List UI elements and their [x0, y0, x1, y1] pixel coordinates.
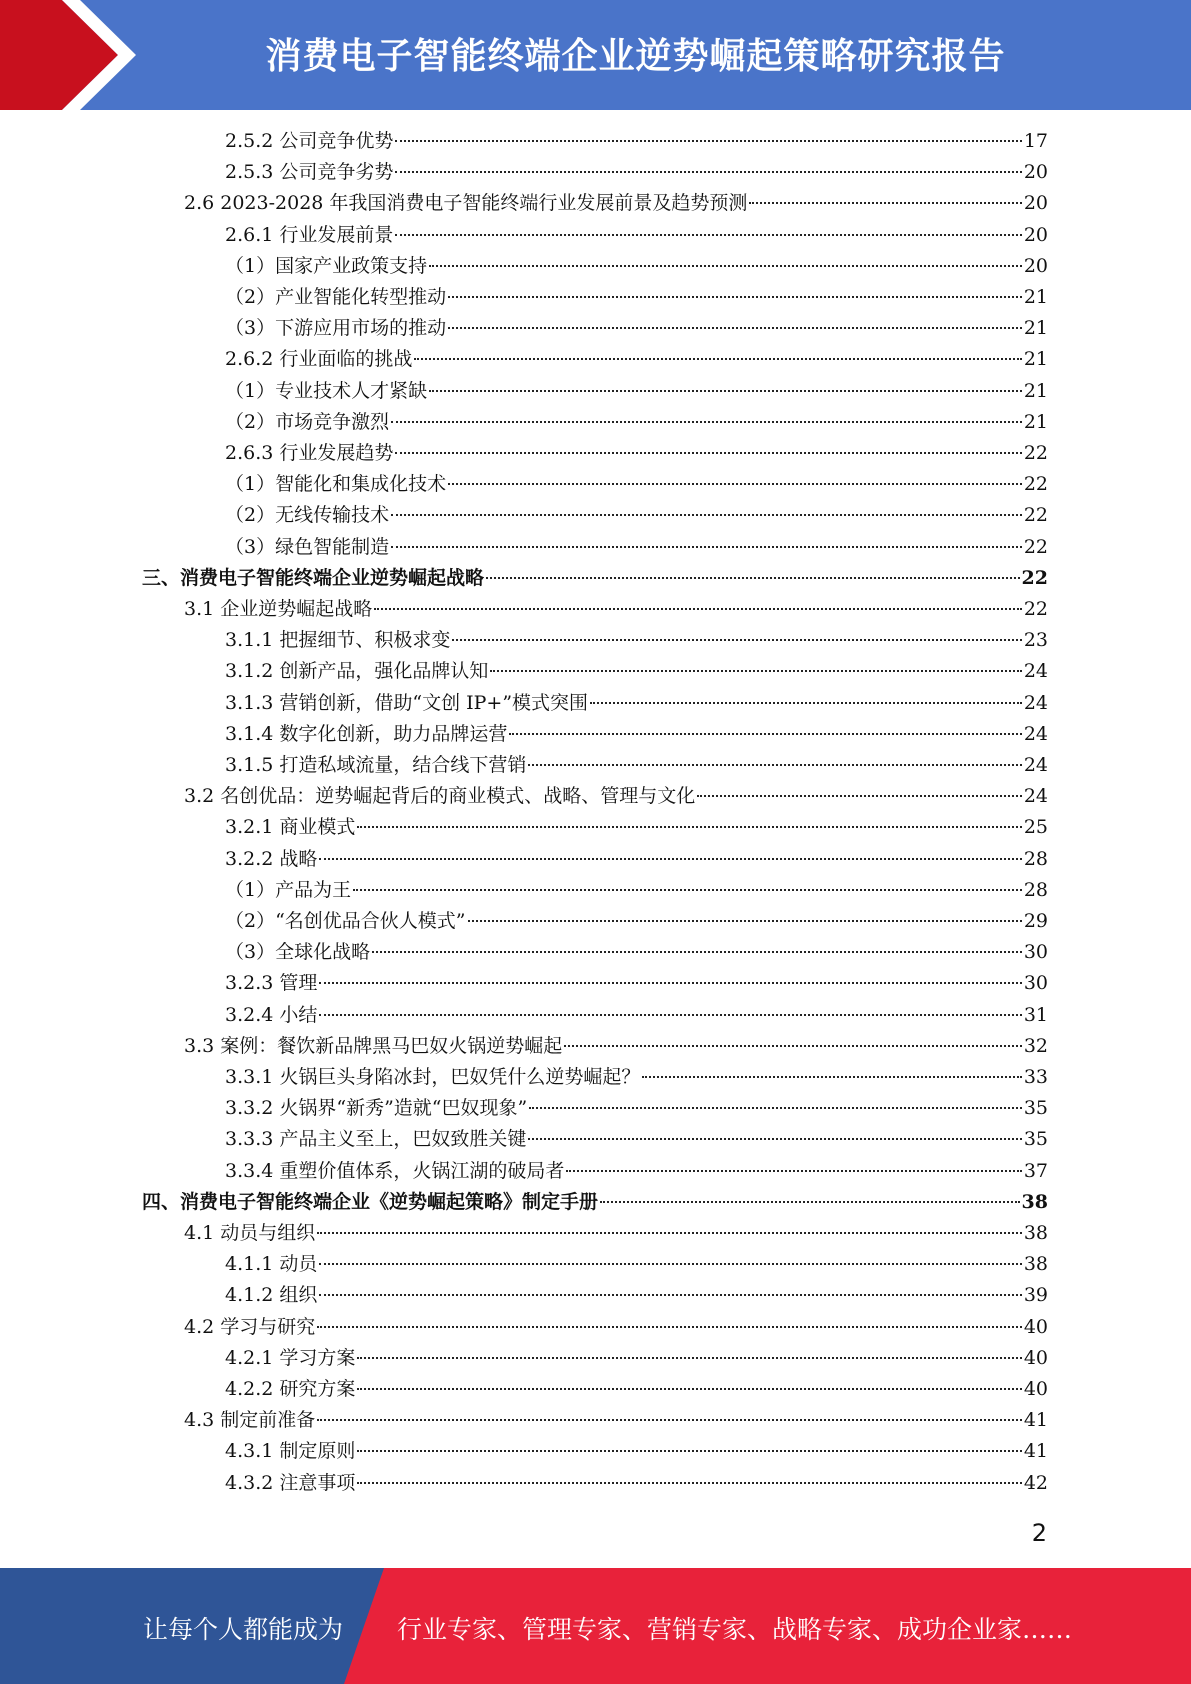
- toc-entry-page: 30: [1023, 972, 1048, 995]
- toc-dot-leader: [357, 1388, 1021, 1390]
- toc-entry[interactable]: [225, 1374, 1048, 1405]
- toc-entry-page: 22: [1023, 535, 1048, 558]
- toc-dot-leader: [697, 795, 1022, 797]
- toc-entry[interactable]: [225, 1343, 1048, 1374]
- toc-entry-page: 24: [1023, 691, 1048, 714]
- toc-entry-page: 22: [1023, 598, 1048, 620]
- toc-entry-label: 4.3.1 制定原则: [225, 1440, 356, 1463]
- toc-entry-page: 21: [1023, 410, 1048, 433]
- toc-entry-label: 4.1.1 动员: [225, 1253, 318, 1276]
- toc-entry[interactable]: [225, 376, 1048, 407]
- toc-entry[interactable]: [225, 1124, 1048, 1155]
- toc-entry-page: 39: [1023, 1284, 1048, 1307]
- toc-entry-label: 3.3.2 火锅界“新秀”造就“巴奴现象”: [225, 1097, 528, 1120]
- toc-entry[interactable]: [225, 1062, 1048, 1093]
- toc-dot-leader: [448, 483, 1022, 485]
- toc-dot-leader: [395, 452, 1021, 454]
- toc-dot-leader: [317, 1232, 1022, 1234]
- toc-entry[interactable]: [225, 719, 1048, 750]
- toc-entry-label: （2）市场竞争激烈: [225, 410, 390, 433]
- toc-dot-leader: [317, 1419, 1022, 1421]
- toc-entry-label: 3.1.2 创新产品，强化品牌认知: [225, 660, 489, 683]
- toc-entry-page: 29: [1023, 910, 1048, 932]
- toc-entry-label: 4.1 动员与组织: [184, 1222, 316, 1244]
- toc-dot-leader: [448, 327, 1022, 329]
- toc-entry-label: 3.3.1 火锅巨头身陷冰封，巴奴凭什么逆势崛起？: [225, 1066, 641, 1088]
- toc-dot-leader: [357, 1450, 1021, 1452]
- toc-dot-leader: [429, 390, 1022, 392]
- toc-dot-leader: [642, 1076, 1021, 1078]
- page-number: 2: [1031, 1519, 1047, 1547]
- toc-entry[interactable]: [225, 1093, 1048, 1124]
- toc-dot-leader: [319, 1294, 1021, 1296]
- toc-entry[interactable]: [225, 407, 1048, 438]
- toc-dot-leader: [357, 1357, 1021, 1359]
- footer-slogan-left: 让每个人都能成为: [143, 1615, 344, 1644]
- toc-entry-page: 38: [1023, 1253, 1048, 1276]
- toc-entry-label: 3.1 企业逆势崛起战略: [184, 598, 373, 620]
- toc-entry-label: 3.3.3 产品主义至上，巴奴致胜关键: [225, 1128, 527, 1151]
- toc-entry[interactable]: [184, 1218, 1048, 1249]
- toc-entry-label: 2.6.2 行业面临的挑战: [225, 348, 413, 371]
- toc-entry-label: 3.2.1 商业模式: [225, 816, 356, 839]
- toc-entry-label: 4.2.1 学习方案: [225, 1346, 356, 1369]
- toc-entry-page: 37: [1023, 1159, 1048, 1182]
- toc-entry-page: 24: [1023, 785, 1048, 808]
- toc-dot-leader: [429, 265, 1022, 267]
- toc-entry-label: 2.6.3 行业发展趋势: [225, 442, 394, 464]
- toc-dot-leader: [319, 1014, 1021, 1016]
- toc-entry-page: 40: [1023, 1346, 1048, 1369]
- toc-dot-leader: [564, 1045, 1022, 1047]
- toc-dot-leader: [749, 202, 1021, 204]
- toc-dot-leader: [468, 920, 1022, 922]
- toc-entry-page: 41: [1023, 1440, 1048, 1463]
- toc-entry[interactable]: [184, 188, 1048, 219]
- toc-entry-label: 四、消费电子智能终端企业《逆势崛起策略》制定手册: [142, 1190, 599, 1213]
- toc-entry[interactable]: [225, 251, 1048, 282]
- toc-entry[interactable]: [225, 220, 1048, 251]
- toc-entry[interactable]: [225, 1249, 1048, 1280]
- toc-dot-leader: [319, 982, 1021, 984]
- toc-entry-label: 2.5.2 公司竞争优势: [225, 130, 394, 152]
- toc-entry-page: 20: [1023, 223, 1048, 246]
- footer-slogan-right: 行业专家、管理专家、营销专家、战略专家、成功企业家……: [397, 1615, 1073, 1644]
- toc-entry[interactable]: [225, 812, 1048, 843]
- toc-entry-label: 3.1.3 营销创新，借助“文创 IP+”模式突围: [225, 691, 589, 714]
- toc-dot-leader: [372, 951, 1022, 953]
- toc-dot-leader: [490, 670, 1021, 672]
- toc-entry-label: （3）绿色智能制造: [225, 535, 390, 558]
- toc-entry-page: 20: [1023, 161, 1048, 184]
- toc-entry[interactable]: [184, 594, 1048, 625]
- toc-dot-leader: [529, 1107, 1022, 1109]
- toc-entry-label: （2）产业智能化转型推动: [225, 286, 447, 308]
- toc-entry-page: 21: [1023, 379, 1048, 402]
- toc-entry-page: 20: [1023, 192, 1048, 215]
- toc-entry-label: （1）国家产业政策支持: [225, 254, 428, 277]
- toc-entry-page: 42: [1023, 1471, 1048, 1494]
- toc-entry-label: 2.6.1 行业发展前景: [225, 223, 394, 246]
- toc-dot-leader: [395, 171, 1021, 173]
- toc-entry-label: 3.1.4 数字化创新，助力品牌运营: [225, 722, 508, 745]
- toc-entry-page: 33: [1023, 1066, 1048, 1088]
- toc-entry-page: 41: [1023, 1409, 1048, 1432]
- toc-entry-label: 2.5.3 公司竞争劣势: [225, 161, 394, 184]
- toc-entry-label: 3.2.4 小结: [225, 1003, 318, 1026]
- toc-entry[interactable]: [225, 1280, 1048, 1311]
- toc-entry-page: 28: [1023, 878, 1048, 901]
- toc-entry[interactable]: [225, 906, 1048, 937]
- toc-entry[interactable]: [225, 1468, 1048, 1499]
- toc-entry-label: （2）无线传输技术: [225, 504, 390, 527]
- toc-dot-leader: [319, 858, 1021, 860]
- toc-entry-label: 3.2.2 战略: [225, 847, 318, 870]
- toc-entry-page: 21: [1023, 317, 1048, 340]
- toc-entry[interactable]: [225, 937, 1048, 968]
- toc-entry-page: 21: [1023, 286, 1048, 308]
- toc-entry-label: 4.3 制定前准备: [184, 1409, 316, 1432]
- toc-entry[interactable]: [225, 750, 1048, 781]
- toc-entry-page: 38: [1021, 1190, 1048, 1213]
- toc-dot-leader: [414, 358, 1021, 360]
- toc-dot-leader: [600, 1201, 1020, 1203]
- toc-entry-page: 40: [1023, 1315, 1048, 1338]
- toc-dot-leader: [319, 1263, 1021, 1265]
- toc-entry[interactable]: [225, 532, 1048, 563]
- toc-dot-leader: [391, 546, 1022, 548]
- toc-entry-label: 3.1.5 打造私域流量，结合线下营销: [225, 754, 527, 776]
- toc-entry-label: 3.3 案例：餐饮新品牌黑马巴奴火锅逆势崛起: [184, 1034, 563, 1057]
- page-title: 消费电子智能终端企业逆势崛起策略研究报告: [265, 36, 1006, 77]
- toc-dot-leader: [317, 1326, 1022, 1328]
- toc-entry[interactable]: [225, 625, 1048, 656]
- toc-entry-label: 3.2.3 管理: [225, 972, 318, 995]
- toc-entry-page: 35: [1023, 1097, 1048, 1120]
- toc-entry-page: 21: [1023, 348, 1048, 371]
- toc-entry[interactable]: [184, 1312, 1048, 1343]
- toc-entry[interactable]: [225, 688, 1048, 719]
- toc-entry-label: 三、消费电子智能终端企业逆势崛起战略: [142, 566, 485, 589]
- toc-entry-page: 40: [1023, 1378, 1048, 1400]
- toc-entry[interactable]: [225, 875, 1048, 906]
- toc-entry[interactable]: [142, 1187, 1048, 1218]
- toc-entry-page: 38: [1023, 1222, 1048, 1244]
- toc-entry[interactable]: [184, 1031, 1048, 1062]
- toc-entry[interactable]: [225, 126, 1048, 157]
- toc-entry[interactable]: [184, 1405, 1048, 1436]
- toc-entry[interactable]: [225, 438, 1048, 469]
- toc-entry-page: 24: [1023, 754, 1048, 776]
- toc-dot-leader: [590, 702, 1022, 704]
- toc-entry-page: 17: [1023, 130, 1048, 152]
- toc-entry-page: 22: [1023, 473, 1048, 496]
- toc-dot-leader: [357, 1482, 1021, 1484]
- toc-entry-label: 3.1.1 把握细节、积极求变: [225, 629, 451, 652]
- toc-dot-leader: [486, 577, 1020, 579]
- toc-entry-label: （1）产品为王: [225, 878, 352, 901]
- toc-dot-leader: [395, 234, 1021, 236]
- toc-entry-label: 3.2 名创优品：逆势崛起背后的商业模式、战略、管理与文化: [184, 785, 696, 808]
- toc-entry[interactable]: [225, 469, 1048, 500]
- toc-entry-page: 20: [1023, 254, 1048, 277]
- toc-entry-page: 24: [1023, 722, 1048, 745]
- toc-entry[interactable]: [225, 344, 1048, 375]
- toc-dot-leader: [391, 514, 1022, 516]
- toc-entry-page: 22: [1021, 566, 1048, 589]
- toc-entry-page: 23: [1023, 629, 1048, 652]
- toc-entry[interactable]: [225, 313, 1048, 344]
- toc-dot-leader: [452, 639, 1021, 641]
- toc-entry-label: 4.1.2 组织: [225, 1284, 318, 1307]
- toc-entry[interactable]: [225, 968, 1048, 999]
- toc-entry-page: 28: [1023, 847, 1048, 870]
- toc-entry[interactable]: [225, 157, 1048, 188]
- toc-entry[interactable]: [225, 282, 1048, 313]
- toc-dot-leader: [353, 889, 1022, 891]
- toc-entry[interactable]: [225, 844, 1048, 875]
- toc-entry-page: 22: [1023, 442, 1048, 464]
- toc-entry[interactable]: [184, 781, 1048, 812]
- toc-dot-leader: [448, 296, 1022, 298]
- toc-entry-page: 30: [1023, 941, 1048, 964]
- toc-entry[interactable]: [225, 1000, 1048, 1031]
- toc-entry-label: 3.3.4 重塑价值体系，火锅江湖的破局者: [225, 1159, 565, 1182]
- toc-entry-page: 25: [1023, 816, 1048, 839]
- toc-entry-page: 24: [1023, 660, 1048, 683]
- toc-entry-page: 35: [1023, 1128, 1048, 1151]
- toc-entry-label: （3）全球化战略: [225, 941, 371, 964]
- toc-entry-label: （3）下游应用市场的推动: [225, 317, 447, 340]
- toc-dot-leader: [395, 140, 1021, 142]
- toc-entry-label: （1）智能化和集成化技术: [225, 473, 447, 496]
- toc-entry-page: 22: [1023, 504, 1048, 527]
- toc-dot-leader: [528, 1138, 1021, 1140]
- toc-entry[interactable]: [225, 500, 1048, 531]
- toc-dot-leader: [374, 608, 1022, 610]
- toc-entry[interactable]: [225, 1156, 1048, 1187]
- toc-entry-label: 4.2.2 研究方案: [225, 1378, 356, 1400]
- toc-entry-label: （2）“名创优品合伙人模式”: [225, 910, 466, 932]
- toc-dot-leader: [509, 733, 1021, 735]
- toc-dot-leader: [391, 421, 1022, 423]
- toc-entry-label: （1）专业技术人才紧缺: [225, 379, 428, 402]
- toc-entry-label: 4.2 学习与研究: [184, 1315, 316, 1338]
- toc-entry-page: 31: [1023, 1003, 1048, 1026]
- toc-entry-page: 32: [1023, 1034, 1048, 1057]
- toc-entry-label: 4.3.2 注意事项: [225, 1471, 356, 1494]
- toc-dot-leader: [566, 1170, 1021, 1172]
- header-banner: [0, 0, 1191, 110]
- toc-dot-leader: [357, 826, 1021, 828]
- footer-banner: [0, 1568, 1191, 1684]
- toc-entry[interactable]: [225, 656, 1048, 687]
- toc-dot-leader: [528, 764, 1021, 766]
- toc-entry[interactable]: [225, 1436, 1048, 1467]
- toc-entry-label: 2.6 2023-2028 年我国消费电子智能终端行业发展前景及趋势预测: [184, 192, 748, 215]
- toc-entry[interactable]: [142, 563, 1048, 594]
